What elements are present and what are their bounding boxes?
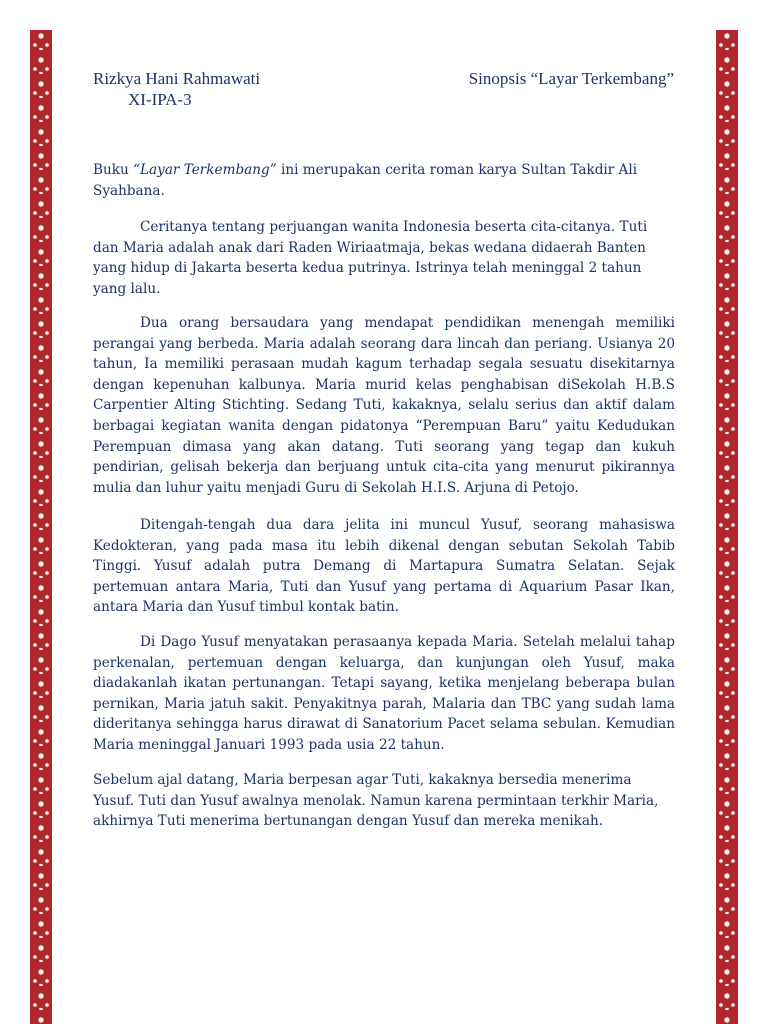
decorative-border-left bbox=[30, 30, 52, 1024]
paragraph-sisters: Dua orang bersaudara yang mendapat pendidikan menengah memiliki perangai yang berbeda. Maria adalah seorang dara lincah dan periang. Usianya 20 tahun, Ia memiliki perasaan mudah kagum terhadap segala sesuatu disekitarnya dengan kepenuhan kalbunya. Maria murid kelas penghabisan diSekolah H.B.S Carpentier Alting Stichting. Sedang Tuti, kakaknya, selalu serius dan aktif dalam berbagai kegiatan wanita dengan pidatonya “Perempuan Baru” yaitu Kedudukan Perempuan dimasa yang akan datang. Tuti seorang yang tegap dan kukuh pendirian, gelisah bekerja dan berjuang untuk cita-cita yang menurut pikirannya mulia dan luhur yaitu menjadi Guru di Sekolah H.I.S. Arjuna di Petojo. bbox=[93, 315, 675, 496]
decorative-border-right bbox=[716, 30, 738, 1024]
paragraph-ending: Sebelum ajal datang, Maria berpesan agar Tuti, kakaknya bersedia menerima Yusuf. Tuti dan Yusuf awalnya menolak. Namun karena permintaan terkhir Maria, akhirnya Tuti menerima bertunangan dengan Yusuf dan mereka menikah. bbox=[93, 772, 659, 830]
document-title: Sinopsis “Layar Terkembang” bbox=[468, 69, 674, 88]
intro-text-end: ini merupakan cerita roman karya Sultan Takdir Ali Syahbana. bbox=[93, 162, 638, 199]
author-name: Rizkya Hani Rahmawati bbox=[93, 69, 261, 88]
book-title: “Layar Terkembang” bbox=[133, 162, 277, 178]
paragraph-engagement: Di Dago Yusuf menyatakan perasaanya kepada Maria. Setelah melalui tahap perkenalan, pertemuan dengan keluarga, dan kunjungan oleh Yusuf, maka diadakanlah ikatan pertunangan. Tetapi sayang, ketika menjelang beberapa bulan pernikan, Maria jatuh sakit. Penyakitnya parah, Malaria dan TBC yang sudah lama dideritanya sehingga harus dirawat di Sanatorium Pacet selama sebulan. Kemudian Maria meninggal Januari 1993 pada usia 22 tahun. bbox=[93, 634, 675, 753]
student-class: XI-IPA-3 bbox=[128, 90, 192, 109]
paragraph-intro bbox=[93, 160, 675, 201]
paragraph-yusuf: Ditengah-tengah dua dara jelita ini muncul Yusuf, seorang mahasiswa Kedokteran, yang pada masa itu lebih dikenal dengan sebutan Sekolah Tabib Tinggi. Yusuf adalah putra Demang di Martapura Sumatra Selatan. Sejak pertemuan antara Maria, Tuti dan Yusuf yang pertama di Aquarium Pasar Ikan, antara Maria dan Yusuf timbul kontak batin. bbox=[93, 517, 675, 616]
intro-text-start: Buku bbox=[93, 162, 134, 178]
paragraph-story-overview: Ceritanya tentang perjuangan wanita Indonesia beserta cita-citanya. Tuti dan Maria adalah anak dari Raden Wiriaatmaja, bekas wedana didaerah Banten yang hidup di Jakarta beserta kedua putrinya. Istrinya telah meninggal 2 tahun yang lalu. bbox=[93, 219, 648, 297]
